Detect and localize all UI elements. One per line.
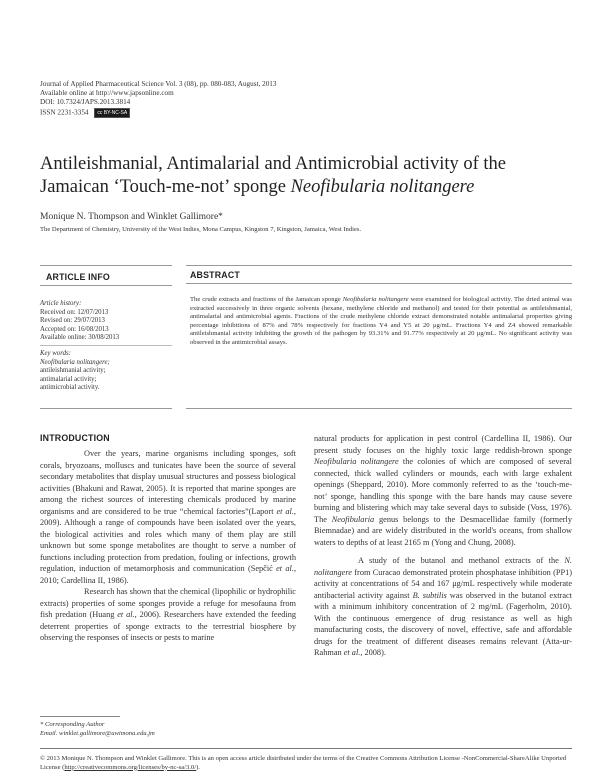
footnote-rule [40, 716, 120, 717]
text: , 2008). [360, 648, 386, 657]
article-title [40, 153, 570, 199]
keyword: antileishmanial activity; [40, 367, 106, 375]
author-email: Email. winklet.gallimore@uwimona.edu.jm [40, 729, 155, 737]
received-date: Received on: 12/07/2013 [40, 308, 109, 316]
keyword: antimalarial activity; [40, 375, 97, 383]
license-text-end: ). [196, 763, 200, 771]
affiliation: The Department of Chemistry, University of the West Indies, Mona Campus, Kingston 7, Kingston, Jamaica, West Indies. [40, 226, 362, 233]
text: B. subtilis [412, 590, 447, 600]
paragraph [314, 433, 572, 548]
divider [40, 408, 172, 409]
corresponding-author: * Corresponding Author [40, 721, 105, 728]
divider [40, 345, 172, 346]
license-link[interactable]: http://creativecommons.org/licenses/by-nc-sa/3.0/ [64, 763, 197, 771]
online-date: Available online: 30/08/2013 [40, 334, 120, 342]
text: , 2006). Researchers have extended the feeding deterrent properties of sponge extracts to the terrestrial biosphere by observing the responses of insects or pests to marine [40, 610, 297, 642]
text: Neofibularia nolitangere [314, 457, 399, 466]
license-rule [40, 748, 572, 749]
divider [186, 265, 572, 266]
abstract-text [190, 296, 572, 348]
journal-header [40, 80, 276, 118]
journal-doi: DOI: 10.7324/JAPS.2013.3814 [40, 98, 131, 107]
divider [186, 408, 572, 409]
text: et al. [343, 648, 361, 657]
license-notice [40, 755, 580, 772]
paragraph [314, 555, 572, 659]
text: A study of the butanol and methanol extracts of the [358, 556, 565, 565]
text: from Curacao demonstrated protein phosphatase inhibition (PP1) activity at concentrations of 54 and 167 μg/mL respectively while moderate antibacterial activity against [314, 567, 572, 600]
abstract-part: were examined for biological activity. The dried animal was extracted successively in three organic solvents (hexane, methylene chloride and methanol) and tested for their potential as antileishmanial, antimalarial and antimicrobial agents. Fractions of the crude methylene chloride extract demonstrated notable antimalarial properties giving percentage inhibitions of 87% and 78% respectively for fractions Y4 and Y5 at 20 μg/mL. Fractions Y4 and Z4 showed remarkable antileishmanial activity inhibiting the growth of the pathogen by 93.31% and 91.77% respectively at 20 μg/mL. No significant activity was observed in the antimicrobial assays. [190, 296, 572, 346]
text: the colonies of which are composed of several connected, thick walled cylinders or mounds, each with large exhalent openings (Sheppard, 2010). More commonly referred to as the ‘touch-me-not’ sponge, handling this sponge with the bare hands may cause severe burning and blistering which may take several days to subside (Voss, 1976). The [314, 457, 572, 524]
authors: Monique N. Thompson and Winklet Gallimore* [40, 212, 223, 222]
revised-date: Revised on: 29/07/2013 [40, 317, 105, 325]
article-info-heading: ARTICLE INFO [46, 272, 110, 282]
journal-issn-row [40, 108, 276, 118]
journal-url: Available online at http://www.japsonline.com [40, 89, 174, 98]
text: , 2010; Cardellina II, 1986). [40, 564, 297, 585]
paragraph [40, 586, 296, 644]
intro-right-column [314, 433, 572, 659]
keywords [40, 350, 170, 393]
journal-citation: Journal of Applied Pharmaceutical Science Vol. 3 (08), pp. 080-083, August, 2013 [40, 80, 277, 88]
keywords-label: Key words: [40, 350, 71, 357]
divider [40, 265, 172, 266]
text: et al. [276, 506, 294, 516]
footnote [40, 721, 155, 738]
text: N. nolitangere [314, 556, 572, 577]
abstract-heading: ABSTRACT [190, 270, 240, 280]
text: et al. [276, 564, 294, 573]
journal-issn: ISSN 2231-3354 [40, 108, 89, 117]
license-text: © 2013 Monique N. Thompson and Winklet Gallimore. This is an open access article distributed under the terms of the Creative Commons Attribution License -NonCommercial-ShareAlike Unported License ( [40, 755, 567, 771]
divider [40, 285, 172, 286]
text: Research has shown that the chemical (lipophilic or hydrophilic extracts) properties of some sponges provide a refuge for mesofauna from fish predation (Huang [40, 587, 296, 619]
abstract-species: Neofibularia nolitangere [342, 296, 409, 303]
paragraph [40, 448, 296, 586]
text: natural products for application in pest control (Cardellina II, 1986). Our present study focuses on the highly toxic large reddish-brown sponge [314, 434, 572, 455]
keyword: Neofibularia nolitangere; [40, 358, 110, 366]
cc-license-icon[interactable]: cc BY-NC-SA [94, 108, 130, 118]
text: genus belongs to the Desmacellidae family (formerly Biemnadae) and are widely distributed in the world's oceans, from shallow waters to depths of at least 2165 m (Yong and Chung, 2008). [314, 514, 572, 547]
title-species: Neofibularia nolitangere [290, 177, 475, 197]
keyword: antimicrobial activity. [40, 384, 100, 392]
text: Over the years, marine organisms including sponges, soft corals, bryozoans, molluscs and tunicates have been the source of several secondary metabolites that display unusual structures and possess biological activities (Bhakuni and Rawat, 2005). It is reported that marine sponges are among the richest sources of interesting chemicals produced by marine organisms and are considered to be true “chemical factories”(Laport [40, 449, 296, 516]
accepted-date: Accepted on: 16/08/2013 [40, 325, 109, 333]
divider [186, 283, 572, 284]
text: et al. [117, 610, 135, 619]
text: was observed in the butanol extract with a minimum inhibitory concentration of 2 mg/mL (Fagerholm, 2010). With the continuous emergence of drug resistance as well as high manufacturing costs, the discovery of novel, effective, safe and affordable drugs for the treatment of different diseases remains relevant (Atta-ur-Rahman [314, 590, 572, 657]
title-main: Antileishmanial, Antimalarial and Antimicrobial activity of the Jamaican ‘Touch-me-not’ sponge [40, 154, 506, 197]
history-label: Article history: [40, 300, 82, 307]
text: Neofibularia [331, 514, 375, 524]
intro-left-column [40, 448, 296, 644]
abstract-part: The crude extracts and fractions of the Jamaican sponge [190, 296, 343, 303]
introduction-heading: INTRODUCTION [40, 433, 110, 443]
article-info [40, 300, 170, 343]
text: , 2009). Although a range of compounds have been isolated over the years, the biological activities and roles which many of them play are still unknown but some sponge metabolites are thought to serve a number of functions including protection from predation, fouling or infections, growth regulation, induction of metamorphosis and communication (Sepčić [40, 506, 296, 573]
